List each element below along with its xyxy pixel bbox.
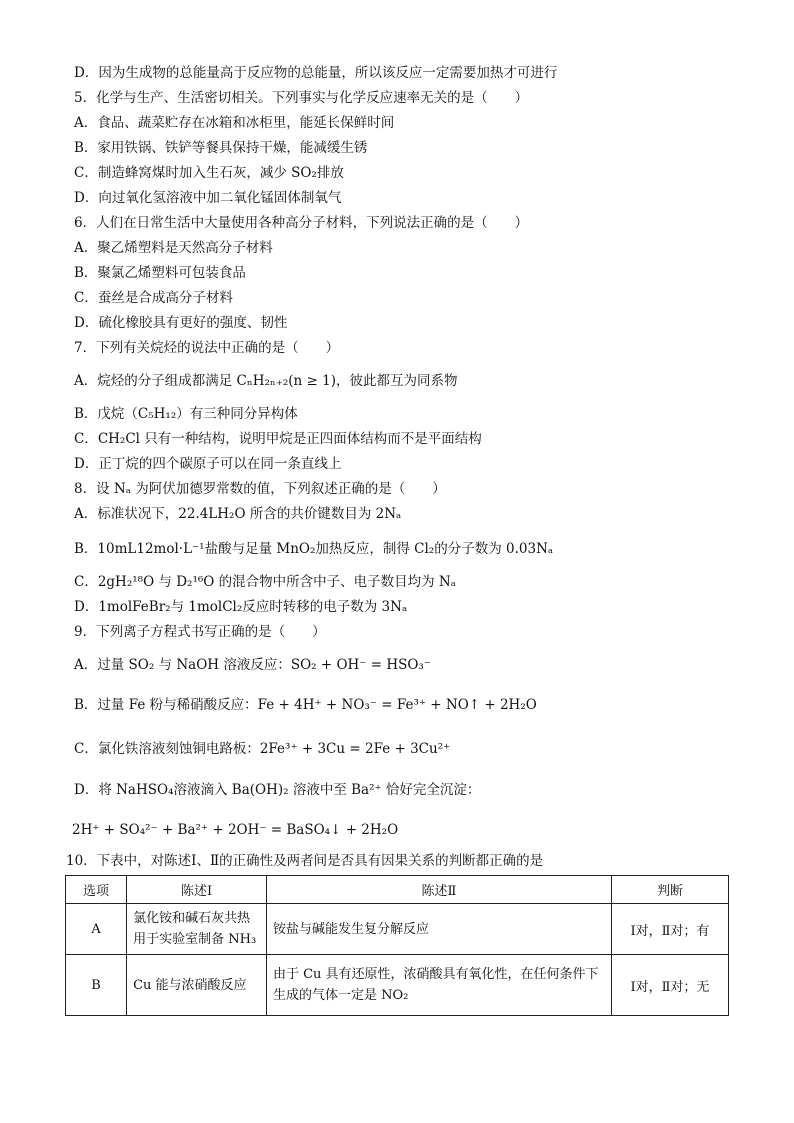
q10-stem: 10．下表中，对陈述Ⅰ、Ⅱ的正确性及两者间是否具有因果关系的判断都正确的是 xyxy=(66,853,544,869)
q9-option-c: C．氯化铁溶液刻蚀铜电路板：2Fe³⁺ + 3Cu = 2Fe + 3Cu²⁺ xyxy=(74,741,451,757)
q8-stem: 8．设 Nₐ 为阿伏加德罗常数的值，下列叙述正确的是（ ） xyxy=(74,481,446,497)
q6-option-d: D．硫化橡胶具有更好的强度、韧性 xyxy=(74,315,288,331)
table-row xyxy=(66,955,729,1016)
row-a-option: A xyxy=(66,904,127,955)
table-row xyxy=(66,904,729,955)
row-b-statement-1: Cu 能与浓硝酸反应 xyxy=(127,955,267,1016)
q6-option-c: C．蚕丝是合成高分子材料 xyxy=(74,290,233,306)
row-b-option: B xyxy=(66,955,127,1016)
q7-stem: 7．下列有关烷烃的说法中正确的是（ ） xyxy=(74,340,340,356)
q5-option-c: C．制造蜂窝煤时加入生石灰，减少 SO₂排放 xyxy=(74,165,344,181)
q6-stem: 6．人们在日常生活中大量使用各种高分子材料，下列说法正确的是（ ） xyxy=(74,215,529,231)
q5-option-b: B．家用铁锅、铁铲等餐具保持干燥，能减缓生锈 xyxy=(74,140,368,156)
header-statement-2: 陈述Ⅱ xyxy=(266,876,611,904)
header-judgement: 判断 xyxy=(611,876,728,904)
q5-stem: 5．化学与生产、生活密切相关。下列事实与化学反应速率无关的是（ ） xyxy=(74,90,529,106)
row-a-statement-1: 氯化铵和碱石灰共热用于实验室制备 NH₃ xyxy=(127,904,267,955)
row-a-statement-2: 铵盐与碱能发生复分解反应 xyxy=(266,904,611,955)
q9-stem: 9．下列离子方程式书写正确的是（ ） xyxy=(74,624,326,640)
q9-option-d-equation: 2H⁺ + SO₄²⁻ + Ba²⁺ + 2OH⁻ = BaSO₄↓ + 2H₂O xyxy=(72,822,399,838)
q6-option-a: A．聚乙烯塑料是天然高分子材料 xyxy=(74,240,273,256)
row-b-statement-2: 由于 Cu 具有还原性，浓硝酸具有氧化性，在任何条件下生成的气体一定是 NO₂ xyxy=(266,955,611,1016)
table-header-row xyxy=(66,876,729,904)
q4-option-d: D．因为生成物的总能量高于反应物的总能量，所以该反应一定需要加热才可进行 xyxy=(74,65,558,81)
q7-option-c: C．CH₂Cl 只有一种结构，说明甲烷是正四面体结构而不是平面结构 xyxy=(74,431,482,447)
row-a-judgement: Ⅰ对，Ⅱ对；有 xyxy=(611,904,728,955)
q5-option-d: D．向过氧化氢溶液中加二氧化锰固体制氧气 xyxy=(74,190,342,206)
q7-option-b: B．戊烷（C₅H₁₂）有三种同分异构体 xyxy=(74,406,298,422)
header-statement-1: 陈述Ⅰ xyxy=(127,876,267,904)
q7-option-d: D．正丁烷的四个碳原子可以在同一条直线上 xyxy=(74,456,342,472)
q9-option-d: D．将 NaHSO₄溶液滴入 Ba(OH)₂ 溶液中至 Ba²⁺ 恰好完全沉淀： xyxy=(74,782,481,798)
q7-option-a: A．烷烃的分子组成都满足 CₙH₂ₙ₊₂(n ≥ 1)，彼此都互为同系物 xyxy=(74,373,458,389)
q8-option-c: C．2gH₂¹⁸O 与 D₂¹⁶O 的混合物中所含中子、电子数目均为 Nₐ xyxy=(74,574,456,590)
q8-option-b: B．10mL12mol·L⁻¹盐酸与足量 MnO₂加热反应，制得 Cl₂的分子数为 0.03Nₐ xyxy=(74,541,554,557)
q9-option-b: B．过量 Fe 粉与稀硝酸反应：Fe + 4H⁺ + NO₃⁻ = Fe³⁺ + NO↑ + 2H₂O xyxy=(74,697,537,713)
q10-table xyxy=(65,875,729,1016)
q6-option-b: B．聚氯乙烯塑料可包装食品 xyxy=(74,265,246,281)
q9-option-a: A．过量 SO₂ 与 NaOH 溶液反应：SO₂ + OH⁻ = HSO₃⁻ xyxy=(74,657,431,673)
header-option: 选项 xyxy=(66,876,127,904)
q8-option-a: A．标准状况下，22.4LH₂O 所含的共价键数目为 2Nₐ xyxy=(74,506,402,522)
q5-option-a: A．食品、蔬菜贮存在冰箱和冰柜里，能延长保鲜时间 xyxy=(74,115,395,131)
row-b-judgement: Ⅰ对，Ⅱ对；无 xyxy=(611,955,728,1016)
q8-option-d: D．1molFeBr₂与 1molCl₂反应时转移的电子数为 3Nₐ xyxy=(74,599,408,615)
